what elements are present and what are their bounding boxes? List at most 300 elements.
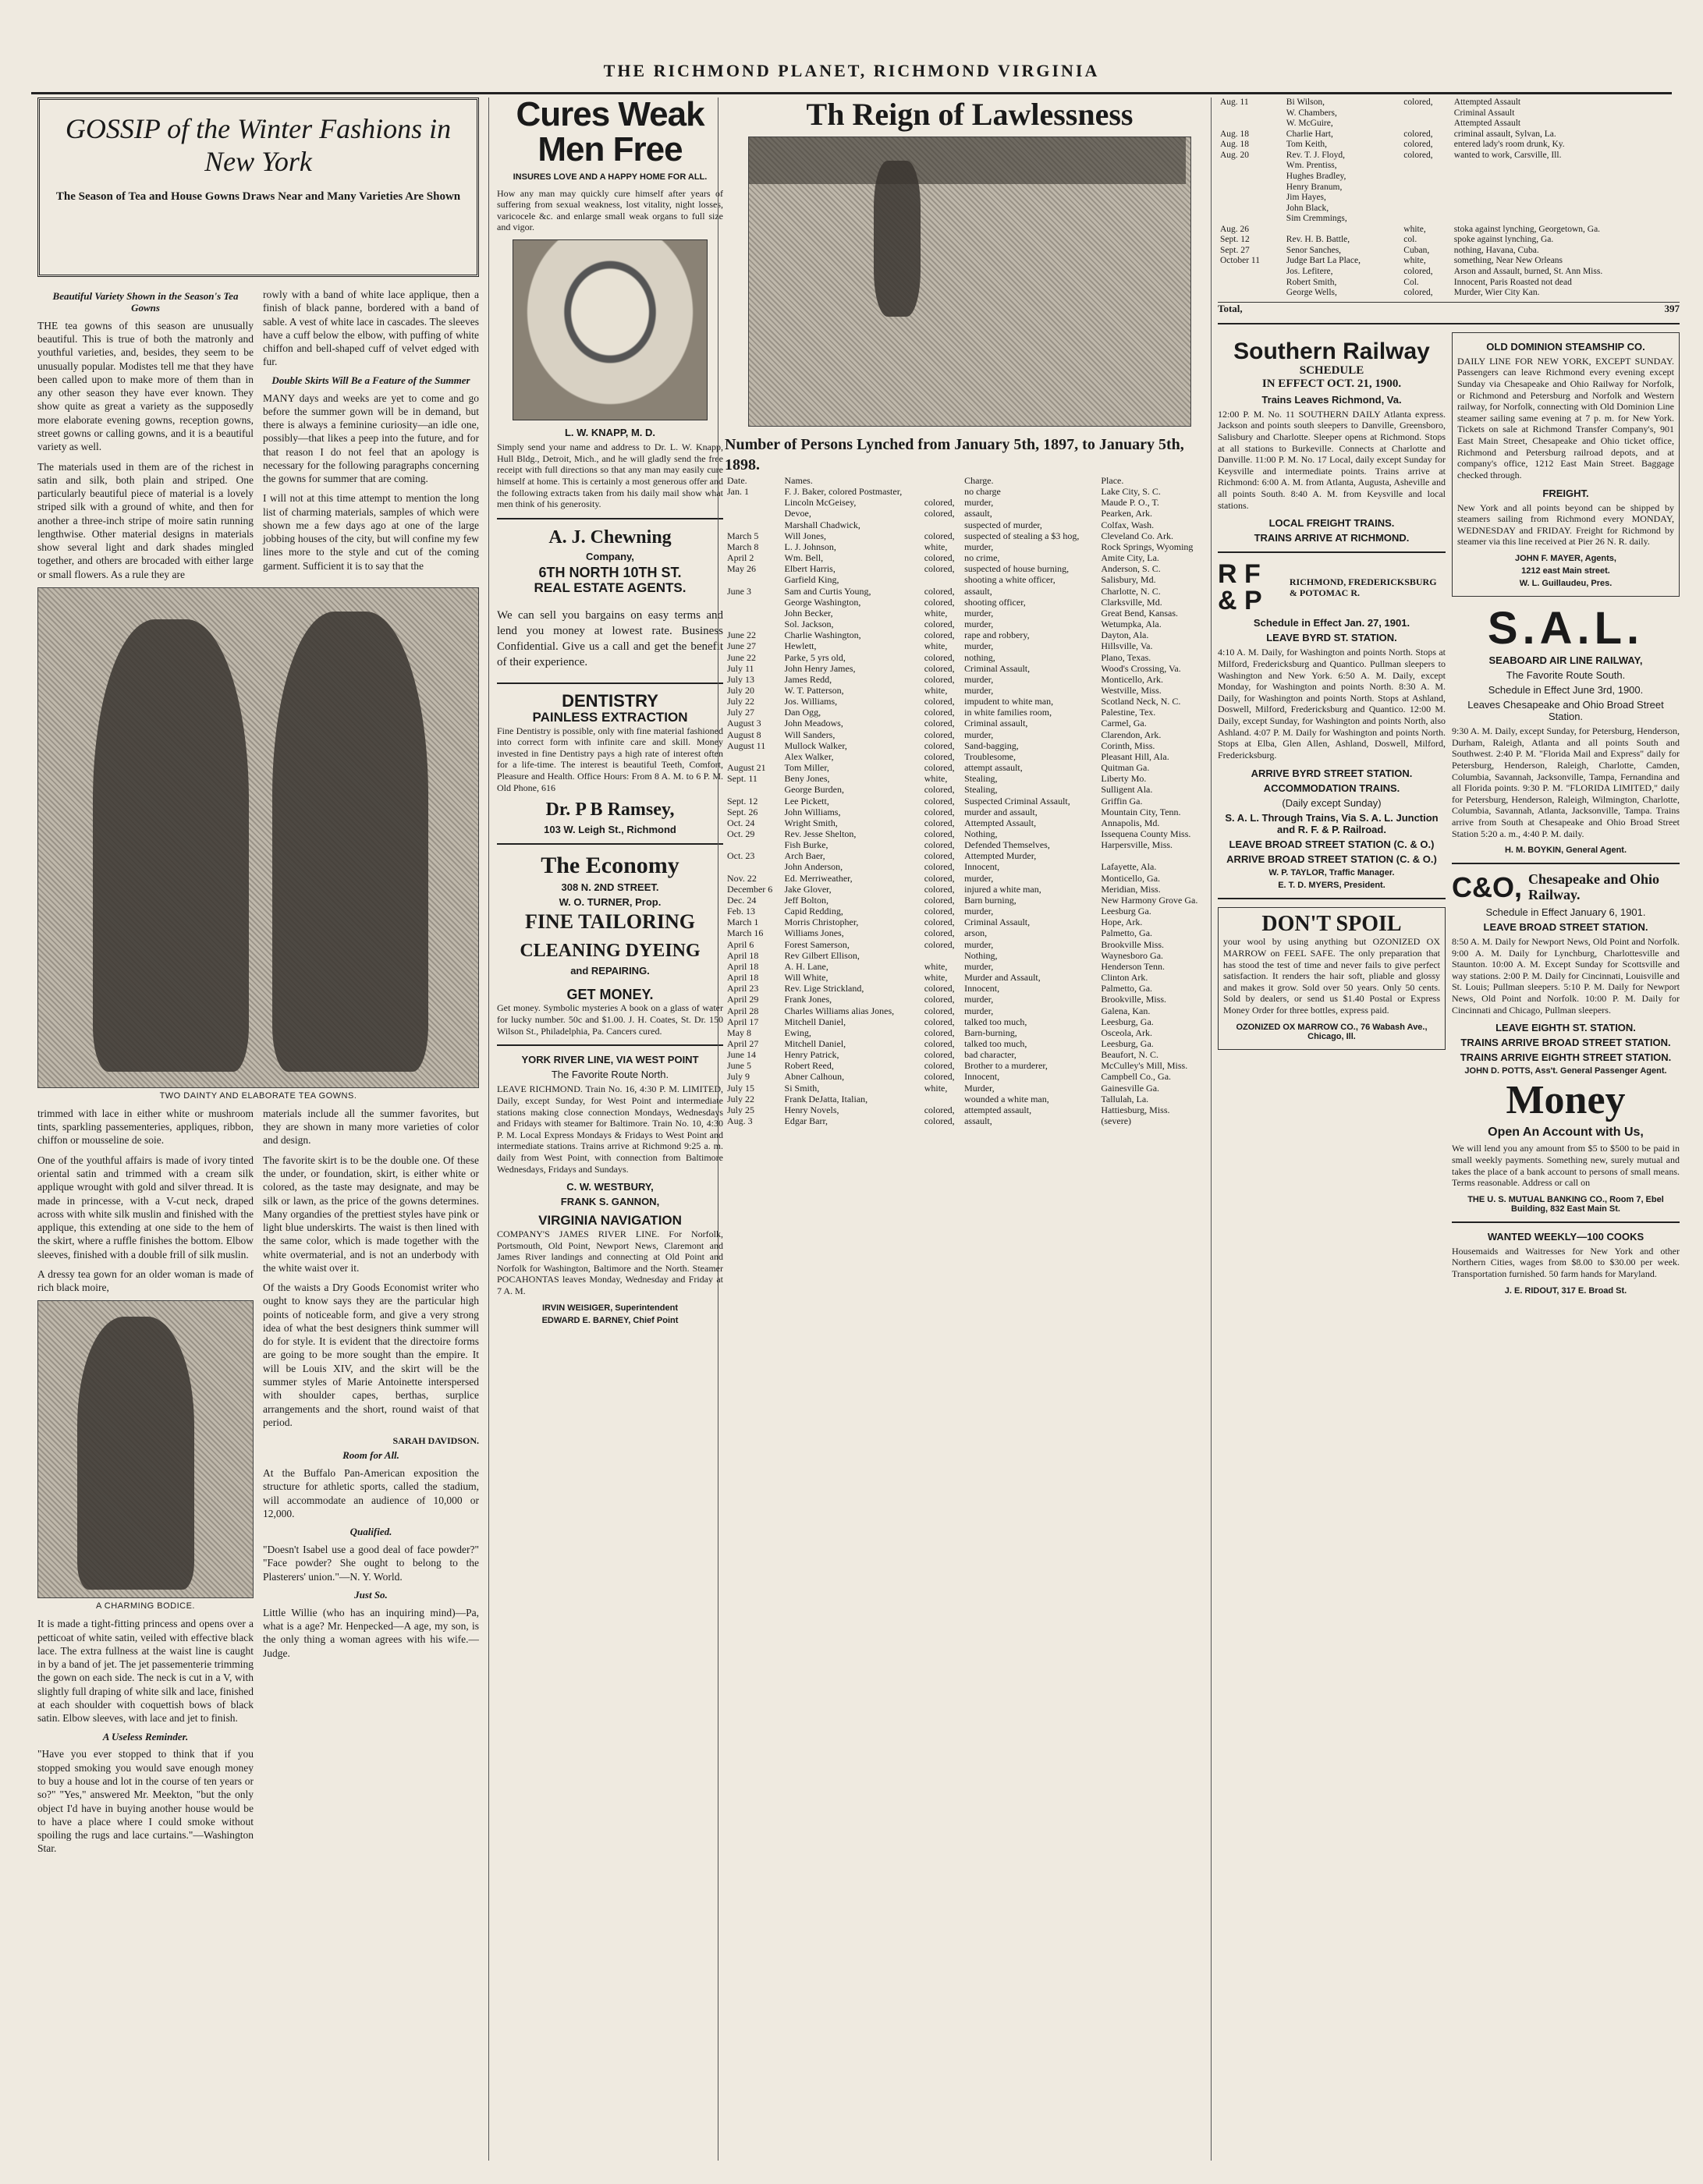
table-row xyxy=(1218,235,1680,246)
table-cell: Jos. Lefitere, xyxy=(1286,267,1333,276)
table-cell: nothing, Havana, Cuba. xyxy=(1453,245,1539,255)
subhead-useless: A Useless Reminder. xyxy=(102,1730,189,1743)
table-cell: attempted assault, xyxy=(964,1104,1032,1115)
table-cell: colored, xyxy=(924,894,955,906)
sal-sub: The Favorite Route South. xyxy=(1506,669,1626,682)
table-cell: July 25 xyxy=(727,1104,755,1115)
table-cell: Criminal Assault, xyxy=(964,662,1031,674)
table-row xyxy=(725,961,1215,972)
table-row xyxy=(725,663,1215,674)
table-cell xyxy=(1401,172,1452,183)
co-arrive-broad: TRAINS ARRIVE BROAD STREET STATION. xyxy=(1460,1037,1671,1049)
table-cell: Anderson, S. C. xyxy=(1101,563,1161,575)
table-cell xyxy=(725,508,782,519)
table-cell: murder, xyxy=(964,729,994,740)
table-row xyxy=(725,574,1215,585)
lynching-table-continued-body xyxy=(1218,98,1680,299)
table-cell: colored, xyxy=(1403,140,1433,150)
sal-agent: H. M. BOYKIN, General Agent. xyxy=(1504,846,1627,856)
table-row xyxy=(725,508,1215,519)
table-row xyxy=(1218,108,1680,119)
table-row xyxy=(725,519,1215,530)
money-title: Money xyxy=(1506,1078,1626,1123)
table-cell: Feb. 13 xyxy=(727,906,755,917)
table-row xyxy=(725,597,1215,608)
dont-spoil-title: DON'T SPOIL xyxy=(1261,911,1402,936)
money-sub: Open An Account with Us, xyxy=(1488,1126,1644,1140)
co-arrive-eighth: TRAINS ARRIVE EIGHTH STREET STATION. xyxy=(1460,1051,1672,1064)
table-cell: Fish Burke, xyxy=(784,839,828,851)
paragraph: rowly with a band of white lace applique, then a finish of black panne, bordered with a band of sable. A vest of white lace in cascades. The sleeves have a cuff below the elbow, with puffing of white chiffon and bell-shaped cuff of velvet edged with fur. xyxy=(263,289,479,368)
rfp-effect: Schedule in Effect Jan. 27, 1901. xyxy=(1253,617,1410,629)
subhead-just-so: Just So. xyxy=(354,1588,388,1601)
table-cell: April 29 xyxy=(727,994,759,1005)
paragraph: THE tea gowns of this season are unusually beautiful. This is true of both the matronly and youthful varieties, and, besides, they seem to be unusually popular. Modistes tell me that they have been called upon to make more of them than in any other season they have ever known. They show quite as great a variety as the supposedly more elaborate evening gowns, reception gowns, street gowns or calling gowns, and it is a beautiful variety as well. xyxy=(37,319,254,453)
table-cell: colored, xyxy=(924,916,955,928)
table-cell: Innocent, xyxy=(964,861,1000,873)
economy-proprietor: W. O. TURNER, Prop. xyxy=(559,895,662,908)
lynching-photograph xyxy=(748,136,1191,427)
table-row xyxy=(725,740,1215,751)
table-cell: Gainesville Ga. xyxy=(1101,1082,1160,1094)
co-logo: C&O, xyxy=(1452,871,1522,904)
wanted-signature: J. E. RIDOUT, 317 E. Broad St. xyxy=(1504,1285,1627,1296)
table-cell: New Harmony Grove Ga. xyxy=(1101,894,1198,906)
table-cell: Lee Pickett, xyxy=(784,795,829,807)
paragraph: Little Willie (who has an inquiring mind)—Pa, what is a age? Mr. Henpecked—A age, my son, is the only thing a woman agrees with his wife.—Judge. xyxy=(263,1606,479,1659)
table-cell: Harpersville, Miss. xyxy=(1101,839,1173,851)
table-cell: Frank DeJatta, Italian, xyxy=(784,1093,868,1104)
table-cell: May 26 xyxy=(727,563,756,575)
table-row xyxy=(725,718,1215,729)
table-cell: colored, xyxy=(924,1026,955,1038)
table-cell: Stealing, xyxy=(964,773,998,785)
table-cell: Innocent, xyxy=(964,1071,1000,1083)
table-row xyxy=(725,1038,1215,1049)
table-cell: colored, xyxy=(1403,267,1433,276)
rfp-leave: LEAVE BYRD ST. STATION. xyxy=(1266,632,1397,644)
old-dominion-address: 1212 east Main street. xyxy=(1521,566,1610,576)
table-cell xyxy=(1401,193,1452,204)
paragraph: At the Buffalo Pan-American exposition the structure for athletic sports, called the stadium, will accommodate an audience of 10,000 or 12,000. xyxy=(263,1466,479,1519)
table-cell: murder, xyxy=(964,1005,994,1016)
table-cell: white, xyxy=(1403,256,1426,266)
table-cell: Pleasant Hill, Ala. xyxy=(1101,750,1169,762)
table-cell: col. xyxy=(1403,235,1417,245)
table-cell: Rock Springs, Wyoming xyxy=(1101,541,1194,552)
table-cell: Will Sanders, xyxy=(784,729,836,740)
table-cell: July 22 xyxy=(727,1093,755,1104)
paragraph: Of the waists a Dry Goods Economist writer who ought to know says they are the particular high points of noticeable form, and give a very strong idea of what the best designers think summer will do for style. It is evident that the directoire forms are going to be more sought than the empire. It will be Louis XIV, and the skirt will be the summer styles of Marie Antoinette interspersed with shoulder capes, berthas, surplice arrangements and the short, round waist of that period. xyxy=(263,1282,479,1428)
table-cell: Barn burning, xyxy=(964,894,1016,906)
table-cell: Criminal Assault, xyxy=(964,916,1031,928)
sal-logo: S.A.L. xyxy=(1487,603,1644,654)
table-cell xyxy=(1452,172,1680,183)
lynching-table-body xyxy=(725,486,1215,1126)
table-cell: Hewlett, xyxy=(784,640,817,652)
table-cell: Scotland Neck, N. C. xyxy=(1101,696,1181,707)
table-row xyxy=(725,850,1215,861)
westbury-sig: C. W. WESTBURY, xyxy=(566,1181,654,1193)
table-cell: Waynesboro Ga. xyxy=(1101,949,1164,961)
weisiger-sig: IRVIN WEISIGER, Superintendent xyxy=(542,1303,678,1313)
table-row xyxy=(725,916,1215,927)
table-cell: murder, xyxy=(964,541,994,552)
table-cell: colored, xyxy=(924,651,955,663)
table-cell: white, xyxy=(924,640,948,652)
york-river-title: YORK RIVER LINE, VIA WEST POINT xyxy=(521,1054,699,1066)
economy-title: The Economy xyxy=(541,852,679,878)
table-cell: colored, xyxy=(924,662,955,674)
sr-arrive: TRAINS ARRIVE AT RICHMOND. xyxy=(1254,532,1410,544)
table-cell xyxy=(922,519,962,530)
table-cell: colored, xyxy=(924,850,955,862)
table-cell xyxy=(1218,172,1284,183)
table-cell xyxy=(725,497,782,508)
table-cell: assault, xyxy=(964,585,992,597)
table-cell: rape and robbery, xyxy=(964,629,1030,641)
table-cell: colored, xyxy=(924,585,955,597)
table-cell: Jan. 1 xyxy=(727,486,749,498)
table-cell: April 18 xyxy=(727,960,759,972)
table-row xyxy=(725,994,1215,1005)
table-cell: Capid Redding, xyxy=(784,906,843,917)
table-cell: murder, xyxy=(964,640,994,652)
table-cell: Colfax, Wash. xyxy=(1101,519,1155,530)
table-cell: colored, xyxy=(924,1060,955,1072)
old-dominion-president: W. L. Guillaudeu, Pres. xyxy=(1519,579,1613,589)
paragraph: I will not at this time attempt to mention the long list of charming materials, samples of which were shown me a few days ago at one of the large jobbing houses of the city, but will confine my few lines more to the style and cut of the coming garment. Sufficient it is to say that the xyxy=(263,492,479,572)
table-cell: George Burden, xyxy=(784,784,844,796)
table-cell: Col. xyxy=(1403,277,1419,287)
co-leave: LEAVE BROAD STREET STATION. xyxy=(1483,920,1648,933)
table-cell xyxy=(725,784,782,795)
table-row xyxy=(725,530,1215,541)
table-cell: shooting a white officer, xyxy=(964,574,1056,586)
table-cell: colored, xyxy=(924,1104,955,1115)
gossip-title: GOSSIP of the Winter Fashions in New York xyxy=(65,113,452,178)
table-cell: Jos. Williams, xyxy=(784,696,838,707)
photo-tree xyxy=(749,137,1186,184)
table-cell: April 27 xyxy=(727,1037,759,1049)
table-cell: Tom Miller, xyxy=(784,762,829,774)
paragraph: "Have you ever stopped to think that if you stopped smoking you would save enough money to buy a house and lot in the course of ten years or so?" "Yes," answered Mr. Meekton, "but the only object I'd have in buying another house would be to have a place where I could smoke without spoiling the rugs and lace curtains."—Washington Star. xyxy=(37,1748,254,1855)
table-cell: Mountain City, Tenn. xyxy=(1101,806,1181,817)
table-cell: March 8 xyxy=(727,541,759,552)
chewning-text: We can sell you bargains on easy terms and lend you money at lowest rate. Business Confidential. Give us a call and get the benefit of their experience. xyxy=(497,608,723,669)
wanted-head: WANTED WEEKLY—100 COOKS xyxy=(1487,1230,1644,1243)
table-row xyxy=(725,619,1215,629)
divider xyxy=(1218,323,1680,324)
table-row xyxy=(1218,204,1680,214)
table-cell xyxy=(725,519,782,530)
table-cell: George Wells, xyxy=(1286,288,1337,298)
table-cell: murder, xyxy=(964,872,994,884)
table-cell: John Anderson, xyxy=(784,861,843,873)
table-cell: Mullock Walker, xyxy=(784,739,847,751)
table-cell xyxy=(725,861,782,872)
column-header: Date. xyxy=(727,475,747,486)
table-cell: Attempted Murder, xyxy=(964,850,1037,862)
table-cell: Rev. H. B. Battle, xyxy=(1286,235,1350,245)
table-cell: Charles Williams alias Jones, xyxy=(784,1005,895,1016)
table-cell: murder, xyxy=(964,906,994,917)
table-cell: something, Near New Orleans xyxy=(1453,256,1563,266)
table-cell: Carmel, Ga. xyxy=(1101,718,1147,729)
table-row xyxy=(1218,278,1680,289)
table-row xyxy=(725,1083,1215,1094)
table-cell: August 11 xyxy=(727,739,766,751)
money-company: THE U. S. MUTUAL BANKING CO., Room 7, Ebel Building, 832 East Main St. xyxy=(1467,1194,1664,1214)
table-cell xyxy=(725,619,782,629)
gossip-subtitle: The Season of Tea and House Gowns Draws Near and Many Varieties Are Shown xyxy=(55,190,461,203)
money-text: We will lend you any amount from $5 to $500 to be paid in small weekly payments. Something new, surely mutual and takes the place of a bank account to persons of small means. Terms reasonable. Address or call on xyxy=(1452,1143,1680,1189)
old-dominion-title: OLD DOMINION STEAMSHIP CO. xyxy=(1486,340,1645,353)
table-cell: Charlie Hart, xyxy=(1286,129,1333,139)
table-cell: colored, xyxy=(924,762,955,774)
table-cell: Barn-burning, xyxy=(964,1026,1017,1038)
table-cell: Beaufort, N. C. xyxy=(1101,1049,1159,1061)
table-cell: Jake Glover, xyxy=(784,883,832,895)
table-row xyxy=(725,1104,1215,1115)
table-cell: Aug. 20 xyxy=(1220,150,1250,160)
table-cell: colored, xyxy=(924,994,955,1005)
bodice-figure xyxy=(77,1317,194,1590)
table-cell: colored, xyxy=(924,861,955,873)
table-cell: Lincoln McGeisey, xyxy=(784,497,857,509)
table-cell: April 6 xyxy=(727,938,754,950)
table-cell: white, xyxy=(924,972,948,984)
table-cell: Griffin Ga. xyxy=(1101,795,1143,807)
table-row xyxy=(725,762,1215,773)
table-cell: colored, xyxy=(924,1005,955,1016)
table-row xyxy=(725,497,1215,508)
get-money-head: GET MONEY. xyxy=(566,986,654,1002)
wanted-text: Housemaids and Waitresses for New York and other Northern Cities, wages from $8.00 to $30.00 per week. Transportation furnished. 50 farm hands for Maryland. xyxy=(1452,1245,1680,1280)
table-cell xyxy=(1452,193,1680,204)
table-cell: Mitchell Daniel, xyxy=(784,1016,846,1027)
table-cell: Judge Bart La Place, xyxy=(1286,256,1361,266)
dentistry-sub: PAINLESS EXTRACTION xyxy=(532,709,688,725)
table-cell: Aug. 26 xyxy=(1220,224,1250,234)
table-cell: talked too much, xyxy=(964,1037,1027,1049)
table-cell: Sim Cremmings, xyxy=(1286,214,1347,224)
gossip-lower-text xyxy=(37,1107,479,1862)
table-cell: Meridian, Miss. xyxy=(1101,883,1161,895)
sal-text: 9:30 A. M. Daily, except Sunday, for Petersburg, Henderson, Durham, Raleigh, Atlanta and all points South and Southwest. 2:40 P. M. "Florida Mail and Express" daily for Petersburg, Henderson, Raleigh, Charlotte, Camden, Columbia, Savannah, Jacksonville, Tampa, Fernandina and all Florida points. 9:30 P. M. "FLORIDA LIMITED," daily for Petersburg, Henderson, Raleigh, Wilmington, Charlotte, Columbia, Savannah, Atlanta, Jacksonville, Tampa. Trains arrive from South at Chesapeake and Ohio Broad Street Station 5:20 a. m., 4:40 P. M. daily. xyxy=(1452,725,1680,839)
table-cell: April 23 xyxy=(727,983,759,994)
lynching-heading: Number of Persons Lynched from January 5th, 1897, to January 5th, 1898. xyxy=(725,436,1184,473)
table-cell: stoka against lynching, Georgetown, Ga. xyxy=(1453,224,1601,234)
rfp-logo: R F & P xyxy=(1218,559,1262,616)
ozonized-company: OZONIZED OX MARROW CO., 76 Wabash Ave., Chicago, Ill. xyxy=(1236,1022,1428,1041)
table-cell: Jim Hayes, xyxy=(1286,193,1326,203)
table-cell xyxy=(922,574,962,585)
accommodation-trains: ACCOMMODATION TRAINS. xyxy=(1263,782,1400,794)
table-cell: October 11 xyxy=(1220,256,1260,266)
table-cell: Clarendon, Ark. xyxy=(1101,729,1162,740)
table-cell: Murder and Assault, xyxy=(964,972,1041,984)
table-cell: colored, xyxy=(924,552,955,564)
table-cell xyxy=(1218,267,1284,278)
table-header-row xyxy=(725,475,1215,486)
old-dominion-freight-text: New York and all points beyond can be shipped by steamers sailing from Richmond every MONDAY, WEDNESDAY and FRIDAY. Freight for Richmond by steamer via this line received at Pier 26 N. R. daily. xyxy=(1457,502,1674,548)
table-cell: Hattiesburg, Miss. xyxy=(1101,1104,1170,1115)
table-cell: Lake City, S. C. xyxy=(1101,486,1161,498)
table-row xyxy=(725,1027,1215,1038)
table-row xyxy=(1218,140,1680,151)
table-cell: Rev. Lige Strickland, xyxy=(784,983,864,994)
table-cell: entered lady's room drunk, Ky. xyxy=(1453,140,1565,150)
economy-repair: and REPAIRING. xyxy=(570,964,650,977)
lawlessness-title: Th Reign of Lawlessness xyxy=(806,98,1134,132)
table-cell: colored, xyxy=(924,883,955,895)
paragraph: One of the youthful affairs is made of ivory tinted oriental satin and trimmed with a cream silk applique wrought with gold and silver thread. It is made in princesse, with a V-cut neck, draped across with white silk muslin and finished with the applique, this extending at one side to the hem of the skirt, where a ruffle finishes the bottom. Elbow sleeves, finished with a double frill of silk muslin. xyxy=(37,1154,254,1260)
table-cell: Aug. 18 xyxy=(1220,129,1250,139)
table-cell: June 14 xyxy=(727,1049,756,1061)
table-row xyxy=(1218,161,1680,172)
barney-sig: EDWARD E. BARNEY, Chief Point xyxy=(541,1315,679,1325)
table-cell: Tom Keith, xyxy=(1286,140,1328,150)
dentist-address: 103 W. Leigh St., Richmond xyxy=(544,823,676,835)
table-cell: shooting officer, xyxy=(964,596,1026,608)
sal-via: S. A. L. Through Trains, Via S. A. L. Junction and R. F. & P. Railroad. xyxy=(1225,811,1439,835)
paragraph: The materials used in them are of the richest in satin and silk, both plain and striped. One particularly beautiful piece of material is a lovely striped silk with a ground of white, and then for another a three-inch stripe of moire satin running lengthwise. Other material designs in materials show several light and dark shades mingled together, and others are brocaded with either large or small flowers. As a rule they are xyxy=(37,460,254,580)
table-cell: white, xyxy=(924,960,948,972)
table-cell: nothing, xyxy=(964,651,995,663)
chewning-address: 6TH NORTH 10TH ST. xyxy=(538,565,682,581)
table-cell: Defended Themselves, xyxy=(964,839,1050,851)
table-cell: Brookville, Miss. xyxy=(1101,994,1167,1005)
total-label: Total, xyxy=(1218,302,1243,314)
table-cell: colored, xyxy=(924,530,955,541)
table-cell: Senor Sanches, xyxy=(1286,245,1342,255)
table-cell: Ed. Merriweather, xyxy=(784,872,853,884)
table-cell: arson, xyxy=(964,927,988,939)
table-cell: July 20 xyxy=(727,684,755,696)
table-row xyxy=(725,729,1215,740)
table-row xyxy=(725,674,1215,685)
table-cell: Leesburg Ga. xyxy=(1101,906,1151,917)
accommodation-sub: (Daily except Sunday) xyxy=(1282,796,1382,809)
table-cell xyxy=(725,751,782,762)
dentistry-title: DENTISTRY xyxy=(562,690,658,711)
table-row xyxy=(725,1115,1215,1126)
table-cell: August 21 xyxy=(727,762,766,774)
table-cell: Jeff Bolton, xyxy=(784,894,828,906)
table-row xyxy=(1218,288,1680,299)
table-row xyxy=(725,773,1215,784)
table-cell xyxy=(1218,193,1284,204)
table-cell: colored, xyxy=(924,784,955,796)
chewning-type: REAL ESTATE AGENTS. xyxy=(534,580,687,595)
divider xyxy=(497,518,723,519)
table-cell xyxy=(922,486,962,497)
table-cell: Nov. 22 xyxy=(727,872,757,884)
table-row xyxy=(725,652,1215,663)
table-cell: Monticello, Ga. xyxy=(1101,872,1161,884)
table-cell: colored, xyxy=(924,839,955,851)
table-cell: Clarksville, Md. xyxy=(1101,596,1162,608)
table-cell xyxy=(725,574,782,585)
column-header: Names. xyxy=(784,475,813,486)
table-cell: Pearken, Ark. xyxy=(1101,508,1153,519)
cures-headline: Cures Weak Men Free xyxy=(516,98,704,168)
table-cell: March 5 xyxy=(727,530,759,541)
table-row xyxy=(725,884,1215,895)
table-cell: assault, xyxy=(964,1115,992,1127)
divider xyxy=(1218,551,1446,553)
table-cell: Will White, xyxy=(784,972,828,984)
subhead-tea-gowns: Beautiful Variety Shown in the Season's Tea Gowns xyxy=(52,290,239,314)
table-cell: June 27 xyxy=(727,640,756,652)
table-cell: Sept. 11 xyxy=(727,773,757,785)
table-row xyxy=(725,751,1215,762)
table-row xyxy=(725,927,1215,938)
table-cell: colored, xyxy=(1403,98,1433,107)
table-cell: Leesburg, Ga. xyxy=(1101,1037,1154,1049)
table-cell: John Williams, xyxy=(784,806,841,817)
table-cell: colored, xyxy=(924,508,955,519)
column-header xyxy=(922,475,962,486)
table-row xyxy=(725,629,1215,640)
table-cell: December 6 xyxy=(727,883,773,895)
table-cell: spoke against lynching, Ga. xyxy=(1453,235,1554,245)
table-cell: June 22 xyxy=(727,629,756,641)
table-cell: June 5 xyxy=(727,1060,751,1072)
table-row xyxy=(725,1005,1215,1016)
table-cell: Devoe, xyxy=(784,508,811,519)
table-cell: impudent to white man, xyxy=(964,696,1054,707)
left-rail-column xyxy=(1218,332,1446,1299)
sr-schedule: SCHEDULE xyxy=(1299,363,1364,377)
table-cell: Palestine, Tex. xyxy=(1101,707,1156,718)
table-cell: July 9 xyxy=(727,1071,750,1083)
table-cell: (severe) xyxy=(1101,1115,1132,1127)
table-cell: Dan Ogg, xyxy=(784,707,821,718)
old-dominion-agents: JOHN F. MAYER, Agents, xyxy=(1515,554,1616,564)
table-cell xyxy=(1452,204,1680,214)
table-cell: Sulligent Ala. xyxy=(1101,784,1153,796)
table-cell: colored, xyxy=(924,817,955,828)
table-cell: Hope, Ark. xyxy=(1101,916,1143,928)
table-cell: Sol. Jackson, xyxy=(784,619,834,630)
table-cell: W. McGuire, xyxy=(1286,119,1333,129)
table-cell: colored, xyxy=(924,497,955,509)
table-cell: Dec. 24 xyxy=(727,894,757,906)
table-cell: in white families room, xyxy=(964,707,1052,718)
table-row xyxy=(1218,183,1680,193)
table-cell: white, xyxy=(924,607,948,619)
table-cell: April 18 xyxy=(727,949,759,961)
knapp-text: Simply send your name and address to Dr. L. W. Knapp, Hull Bldg., Detroit, Mich., and he will gladly send the free receipt with full directions so that any man may easily cure himself at home. This is certainly a most generous offer and the following extracts taken from his daily mail show what men think of his generosity. xyxy=(497,441,723,510)
table-cell xyxy=(922,950,962,961)
paragraph: materials include all the summer favorites, but they are shown in many more varieties of color and design. xyxy=(263,1107,479,1147)
table-cell: colored, xyxy=(924,806,955,817)
table-cell: murder and assault, xyxy=(964,806,1038,817)
table-row xyxy=(1218,214,1680,225)
table-cell: Dayton, Ala. xyxy=(1101,629,1149,641)
table-row xyxy=(725,541,1215,552)
table-cell: Sept. 12 xyxy=(727,795,758,807)
co-text: 8:50 A. M. Daily for Newport News, Old Point and Norfolk. 9:00 A. M. Daily for Lynchburg, Charlottesville and Staunton. 10:00 A. M. Except Sunday for Scottsville and way stations. 2:00 P. M. Daily for Cincinnati, Louisville and St. Louis; Pullman sleepers. 5:10 P. M. Daily for Newport News, Old Point and Norfolk. 10:00 P. M. Daily for Cincinnati and Chicago, Pullman sleepers. xyxy=(1452,935,1680,1016)
table-row xyxy=(725,784,1215,795)
table-cell: white, xyxy=(924,541,948,552)
table-row xyxy=(725,1071,1215,1082)
table-cell: Henry Novels, xyxy=(784,1104,839,1115)
table-row xyxy=(725,861,1215,872)
table-cell: George Washington, xyxy=(784,596,861,608)
